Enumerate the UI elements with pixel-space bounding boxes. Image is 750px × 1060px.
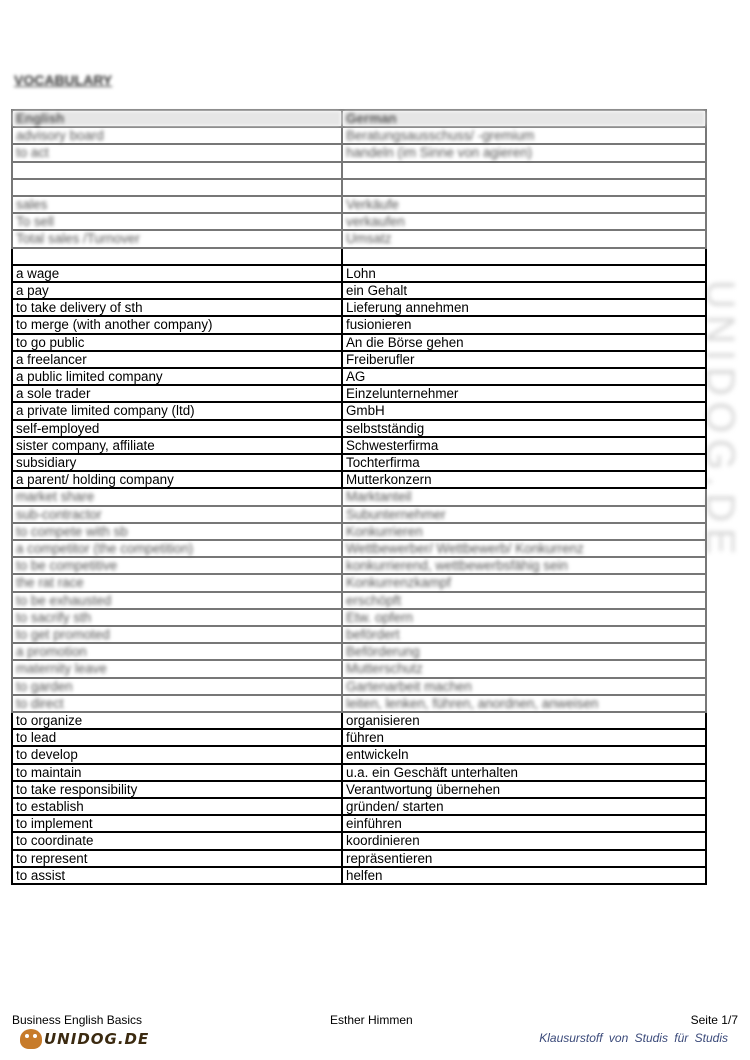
english-term: maternity leave <box>12 660 342 677</box>
german-term: Mutterschutz <box>342 660 706 677</box>
watermark: UNIDOG.DE <box>698 280 742 561</box>
english-term: To sell <box>12 213 342 230</box>
german-term: ein Gehalt <box>342 282 706 299</box>
table-row <box>12 385 706 402</box>
table-header-row <box>12 110 706 127</box>
german-term: Verkäufe <box>342 196 706 213</box>
english-term: sub-contractor <box>12 506 342 523</box>
german-term: helfen <box>342 867 706 884</box>
english-term: a parent/ holding company <box>12 471 342 488</box>
german-term: Lohn <box>342 265 706 282</box>
english-term: to direct <box>12 695 342 712</box>
english-term: sister company, affiliate <box>12 437 342 454</box>
table-row <box>12 420 706 437</box>
english-term: to get promoted <box>12 626 342 643</box>
table-row <box>12 781 706 798</box>
german-term: gründen/ starten <box>342 798 706 815</box>
german-term: leiten, lenken, führen, anordnen, anweisen <box>342 695 706 712</box>
table-row <box>12 368 706 385</box>
table-row <box>12 454 706 471</box>
german-term: u.a. ein Geschäft unterhalten <box>342 764 706 781</box>
document-heading: VOCABULARY <box>14 72 113 88</box>
table-row <box>12 557 706 574</box>
english-term: a pay <box>12 282 342 299</box>
english-term: sales <box>12 196 342 213</box>
german-term: Mutterkonzern <box>342 471 706 488</box>
english-term: to assist <box>12 867 342 884</box>
german-term: Tochterfirma <box>342 454 706 471</box>
table-row <box>12 850 706 867</box>
german-term: Umsatz <box>342 230 706 247</box>
table-row <box>12 282 706 299</box>
english-term <box>12 162 342 179</box>
table-row <box>12 626 706 643</box>
german-term: erschöpft <box>342 592 706 609</box>
german-term <box>342 248 706 265</box>
table-row <box>12 712 706 729</box>
german-term: führen <box>342 729 706 746</box>
english-term: to be exhausted <box>12 592 342 609</box>
table-row <box>12 746 706 763</box>
german-term: Wettbewerber/ Wettbewerb/ Konkurrenz <box>342 540 706 557</box>
table-row <box>12 815 706 832</box>
english-term <box>12 248 342 265</box>
logo-text: UNIDOG.DE <box>44 1030 150 1048</box>
german-term: Gartenarbeit machen <box>342 678 706 695</box>
table-row <box>12 574 706 591</box>
german-term: Konkurrieren <box>342 523 706 540</box>
column-header-english: English <box>12 110 342 127</box>
table-row <box>12 660 706 677</box>
table-row <box>12 540 706 557</box>
german-term: entwickeln <box>342 746 706 763</box>
german-term: Verantwortung übernehen <box>342 781 706 798</box>
table-row <box>12 402 706 419</box>
english-term: to organize <box>12 712 342 729</box>
english-term: to merge (with another company) <box>12 316 342 333</box>
english-term: to take responsibility <box>12 781 342 798</box>
table-row <box>12 265 706 282</box>
footer-page-number: Seite 1/7 <box>690 1013 738 1027</box>
english-term: to represent <box>12 850 342 867</box>
german-term: konkurrierend, wettbewerbsfähig sein <box>342 557 706 574</box>
german-term: Beförderung <box>342 643 706 660</box>
english-term: a freelancer <box>12 351 342 368</box>
table-row <box>12 144 706 161</box>
footer-author: Esther Himmen <box>330 1013 413 1027</box>
english-term: a wage <box>12 265 342 282</box>
english-term: the rat race <box>12 574 342 591</box>
table-row <box>12 523 706 540</box>
german-term: Etw. opfern <box>342 609 706 626</box>
table-row <box>12 299 706 316</box>
english-term: a promotion <box>12 643 342 660</box>
table-row <box>12 798 706 815</box>
table-row <box>12 695 706 712</box>
german-term: befördert <box>342 626 706 643</box>
table-row <box>12 609 706 626</box>
german-term: Subunternehmer <box>342 506 706 523</box>
footer-tagline: Klausurstoff von Studis für Studis <box>539 1031 728 1045</box>
german-term: Beratungsausschuss/ -gremium <box>342 127 706 144</box>
english-term: to garden <box>12 678 342 695</box>
column-header-german: German <box>342 110 706 127</box>
vocabulary-table-body <box>12 110 706 884</box>
english-term: to sacrify sth <box>12 609 342 626</box>
german-term: handeln (im Sinne von agieren) <box>342 144 706 161</box>
english-term: a sole trader <box>12 385 342 402</box>
table-row <box>12 506 706 523</box>
table-row <box>12 729 706 746</box>
german-term: Schwesterfirma <box>342 437 706 454</box>
table-row <box>12 764 706 781</box>
english-term: a competitor (the competition) <box>12 540 342 557</box>
table-row <box>12 471 706 488</box>
table-row <box>12 162 706 179</box>
table-row <box>12 213 706 230</box>
german-term: fusionieren <box>342 316 706 333</box>
table-row <box>12 179 706 196</box>
table-row <box>12 488 706 505</box>
english-term: to go public <box>12 334 342 351</box>
unidog-logo <box>20 1028 149 1050</box>
german-term: koordinieren <box>342 832 706 849</box>
english-term: to establish <box>12 798 342 815</box>
english-term: to coordinate <box>12 832 342 849</box>
english-term: Total sales /Turnover <box>12 230 342 247</box>
german-term: An die Börse gehen <box>342 334 706 351</box>
table-row <box>12 437 706 454</box>
table-row <box>12 867 706 884</box>
german-term <box>342 179 706 196</box>
german-term: verkaufen <box>342 213 706 230</box>
german-term: AG <box>342 368 706 385</box>
english-term: to maintain <box>12 764 342 781</box>
german-term: Lieferung annehmen <box>342 299 706 316</box>
english-term: to be competitive <box>12 557 342 574</box>
table-row <box>12 248 706 265</box>
table-row <box>12 127 706 144</box>
german-term: GmbH <box>342 402 706 419</box>
table-row <box>12 592 706 609</box>
english-term: self-employed <box>12 420 342 437</box>
footer-course-title: Business English Basics <box>12 1013 143 1027</box>
table-row <box>12 334 706 351</box>
table-row <box>12 316 706 333</box>
german-term: Marktanteil <box>342 488 706 505</box>
english-term: a private limited company (ltd) <box>12 402 342 419</box>
dog-logo-icon <box>20 1029 42 1049</box>
vocabulary-table <box>11 109 707 885</box>
table-row <box>12 832 706 849</box>
german-term: repräsentieren <box>342 850 706 867</box>
german-term: einführen <box>342 815 706 832</box>
english-term: to develop <box>12 746 342 763</box>
english-term: a public limited company <box>12 368 342 385</box>
table-row <box>12 678 706 695</box>
english-term: to act <box>12 144 342 161</box>
german-term: Freiberufler <box>342 351 706 368</box>
german-term: Einzelunternehmer <box>342 385 706 402</box>
english-term: advisory board <box>12 127 342 144</box>
german-term <box>342 162 706 179</box>
english-term <box>12 179 342 196</box>
english-term: to lead <box>12 729 342 746</box>
english-term: market share <box>12 488 342 505</box>
english-term: subsidiary <box>12 454 342 471</box>
english-term: to implement <box>12 815 342 832</box>
english-term: to take delivery of sth <box>12 299 342 316</box>
table-row <box>12 196 706 213</box>
german-term: Konkurrenzkampf <box>342 574 706 591</box>
table-row <box>12 643 706 660</box>
german-term: selbstständig <box>342 420 706 437</box>
german-term: organisieren <box>342 712 706 729</box>
english-term: to compete with sb <box>12 523 342 540</box>
table-row <box>12 230 706 247</box>
table-row <box>12 351 706 368</box>
